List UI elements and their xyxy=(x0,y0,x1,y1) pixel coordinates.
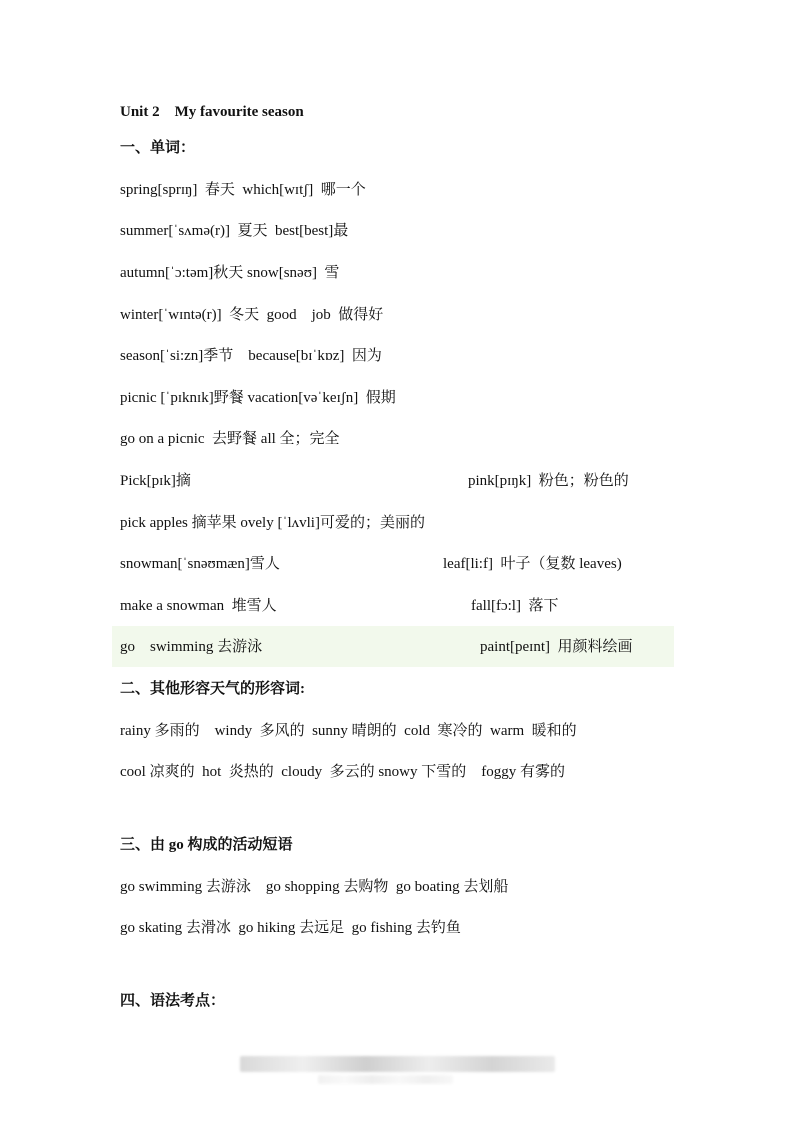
vocab-line-9: pick apples 摘苹果 ovely [ˈlʌvli]可爱的；美丽的 xyxy=(120,515,425,531)
weather-line-1: rainy 多雨的 windy 多风的 sunny 晴朗的 cold 寒冷的 warm 暖和的 xyxy=(120,723,577,739)
vocab-line-7: go on a picnic 去野餐 all 全；完全 xyxy=(120,431,340,447)
vocab-line-8: Pick[pɪk]摘 xyxy=(120,473,191,489)
vocab-line-12: go swimming 去游泳 xyxy=(120,639,263,655)
vocab-line-1: spring[sprɪŋ] 春天 which[wɪtʃ] 哪一个 xyxy=(120,182,366,198)
section-heading-vocabulary: 一、单词： xyxy=(120,140,196,156)
vocab-right-leaf: leaf[li:f] 叶子（复数 leaves) xyxy=(443,556,622,572)
vocab-right-paint: paint[peɪnt] 用颜料绘画 xyxy=(480,639,633,655)
blurred-watermark-bar xyxy=(240,1056,555,1072)
vocab-line-11: make a snowman 堆雪人 xyxy=(120,598,277,614)
unit-title: Unit 2 My favourite season xyxy=(120,104,304,120)
vocab-line-10: snowman[ˈsnəʊmæn]雪人 xyxy=(120,556,280,572)
blurred-watermark-bar-small xyxy=(318,1075,453,1084)
vocab-line-5: season[ˈsi:zn]季节 because[bɪˈkɒz] 因为 xyxy=(120,348,382,364)
vocab-line-2: summer[ˈsʌmə(r)] 夏天 best[best]最 xyxy=(120,223,349,239)
vocab-line-3: autumn[ˈɔ:təm]秋天 snow[snəʊ] 雪 xyxy=(120,265,340,281)
go-phrase-line-2: go skating 去滑冰 go hiking 去远足 go fishing 去钓鱼 xyxy=(120,920,461,936)
vocab-right-pink: pink[pɪŋk] 粉色；粉色的 xyxy=(468,473,629,489)
vocab-line-6: picnic [ˈpɪknɪk]野餐 vacation[vəˈkeɪʃn] 假期 xyxy=(120,390,396,406)
vocab-line-4: winter[ˈwɪntə(r)] 冬天 good job 做得好 xyxy=(120,307,384,323)
section-heading-grammar: 四、语法考点： xyxy=(120,993,226,1009)
vocab-right-fall: fall[fɔ:l] 落下 xyxy=(471,598,559,614)
section-heading-go-phrases: 三、由 go 构成的活动短语 xyxy=(120,837,293,853)
section-heading-weather-adjectives: 二、其他形容天气的形容词: xyxy=(120,681,305,697)
weather-line-2: cool 凉爽的 hot 炎热的 cloudy 多云的 snowy 下雪的 foggy 有雾的 xyxy=(120,764,565,780)
go-phrase-line-1: go swimming 去游泳 go shopping 去购物 go boating 去划船 xyxy=(120,879,509,895)
